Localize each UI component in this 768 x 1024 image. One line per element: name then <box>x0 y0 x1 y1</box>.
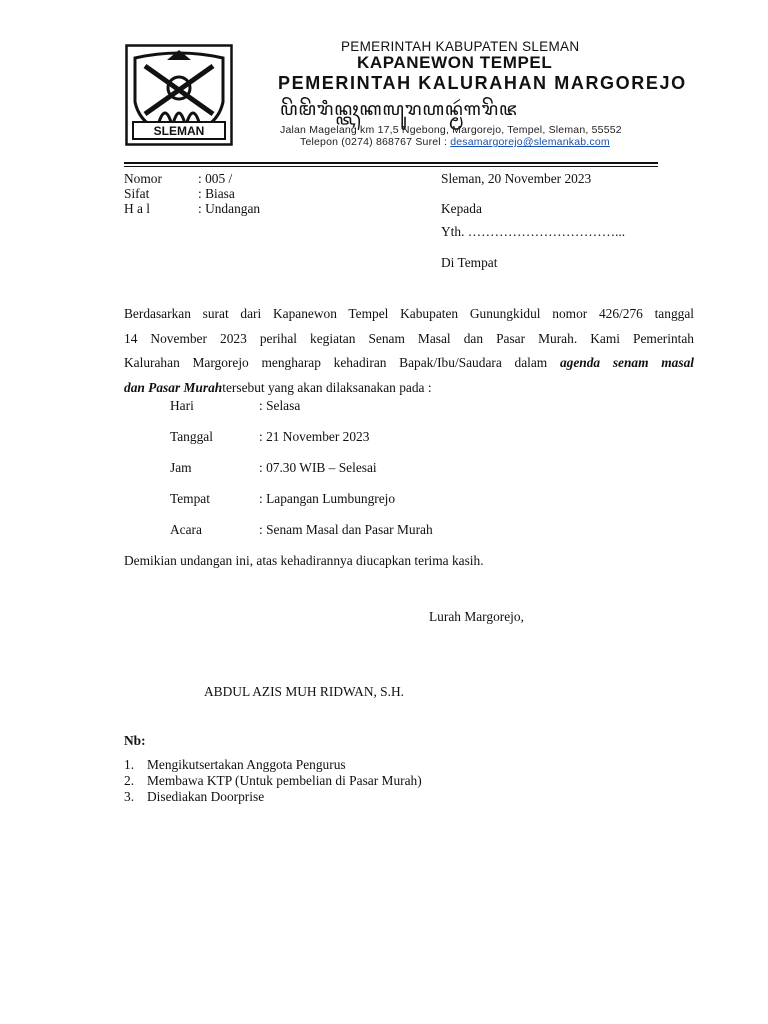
signatory-name: ABDUL AZIS MUH RIDWAN, S.H. <box>204 684 404 699</box>
note-item: Membawa KTP (Untuk pembelian di Pasar Murah) <box>147 773 422 788</box>
note-number: 2. <box>124 773 135 788</box>
letterhead-contact <box>300 136 610 148</box>
sifat-label: Sifat <box>124 186 150 201</box>
letterhead-address: Jalan Magelang km 17,5 Ngebong, Margorejo, Tempel, Sleman, 55552 <box>280 124 622 136</box>
agenda-emphasis: agenda senam masal <box>559 355 694 370</box>
body-line-3-text: Kalurahan Margorejo mengharap kehadiran Bapak/Ibu/Saudara dalam <box>124 355 548 370</box>
letterhead-village: PEMERINTAH KALURAHAN MARGOREJO <box>278 73 687 93</box>
nomor-label: Nomor <box>124 171 162 186</box>
body-line-2: 14 November 2023 perihal kegiatan Senam Masal dan Pasar Murah. Kami Pemerintah <box>124 330 694 346</box>
detail-value: : 07.30 WIB – Selesai <box>259 460 377 475</box>
body-line-4 <box>124 376 694 401</box>
body-paragraph <box>124 302 694 400</box>
letterhead-rule-thin <box>124 166 658 167</box>
note-item: Disediakan Doorprise <box>147 789 265 804</box>
recipient-place: Di Tempat <box>441 255 498 270</box>
sifat-value: : Biasa <box>198 186 235 201</box>
sleman-emblem-logo <box>125 44 233 146</box>
notes-heading: Nb: <box>124 733 146 748</box>
letterhead-district: KAPANEWON TEMPEL <box>357 53 553 72</box>
detail-label: Acara <box>170 522 202 537</box>
detail-label: Jam <box>170 460 192 475</box>
note-number: 3. <box>124 789 135 804</box>
letterhead-regency: PEMERINTAH KABUPATEN SLEMAN <box>341 39 580 54</box>
note-item: Mengikutsertakan Anggota Pengurus <box>147 757 346 772</box>
body-line-1: Berdasarkan surat dari Kapanewon Tempel Kabupaten Gunungkidul nomor 426/276 tanggal <box>124 306 694 321</box>
hal-label: H a l <box>124 201 151 216</box>
body-line-3 <box>124 351 694 376</box>
hal-value: : Undangan <box>198 201 261 216</box>
detail-label: Tanggal <box>170 429 213 444</box>
letterhead-email-link[interactable]: desamargorejo@slemankab.com <box>450 136 610 148</box>
kepada-label: Kepada <box>441 201 482 216</box>
detail-label: Tempat <box>170 491 210 506</box>
body-line-4-text: tersebut yang akan dilaksanakan pada : <box>222 379 432 395</box>
letter-date: Sleman, 20 November 2023 <box>441 171 592 186</box>
logo-label: SLEMAN <box>153 124 205 138</box>
nomor-value: : 005 / <box>198 171 233 186</box>
detail-label: Hari <box>170 398 194 413</box>
letterhead-rule-thick <box>124 162 658 164</box>
agenda-emphasis-cont: dan Pasar Murah <box>124 379 223 395</box>
javanese-script-line: ꦥꦼꦩꦼꦫꦶꦤ꧀ꦠꦃꦏꦭꦸꦫꦲꦤ꧀ꦩꦂꦒꦫꦼꦗ <box>280 99 518 119</box>
detail-value: : Selasa <box>259 398 301 413</box>
note-number: 1. <box>124 757 135 772</box>
detail-value: : Lapangan Lumbungrejo <box>259 491 396 506</box>
closing-sentence: Demikian undangan ini, atas kehadirannya diucapkan terima kasih. <box>124 553 484 568</box>
letterhead-phone: Telepon (0274) 868767 Surel : <box>300 136 448 148</box>
signatory-title: Lurah Margorejo, <box>429 609 524 624</box>
detail-value: : 21 November 2023 <box>259 429 370 444</box>
detail-value: : Senam Masal dan Pasar Murah <box>259 522 433 537</box>
recipient-line: Yth. ……………………………... <box>441 224 626 239</box>
